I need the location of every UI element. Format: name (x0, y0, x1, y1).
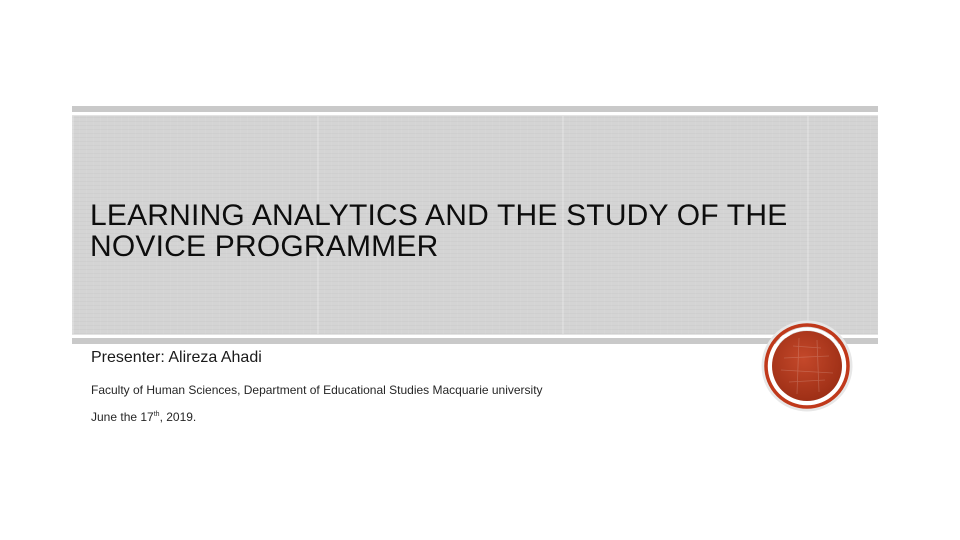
presenter-line: Presenter: Alireza Ahadi (91, 349, 262, 366)
date-ordinal-suffix: th (153, 411, 160, 418)
slide-title: LEARNING ANALYTICS AND THE STUDY OF THE NOVICE PROGRAMMER (90, 199, 788, 263)
date-line (91, 410, 196, 424)
affiliation-line: Faculty of Human Sciences, Department of Educational Studies Macquarie university (91, 383, 543, 397)
badge-fill (772, 331, 842, 401)
date-year: , 2019. (159, 410, 197, 424)
badge-graphic (759, 318, 855, 414)
title-top-stripe (72, 106, 878, 112)
date-text: June the 17 (91, 410, 154, 424)
textured-red-circle-icon (759, 318, 855, 414)
title-bottom-stripe (72, 338, 878, 344)
